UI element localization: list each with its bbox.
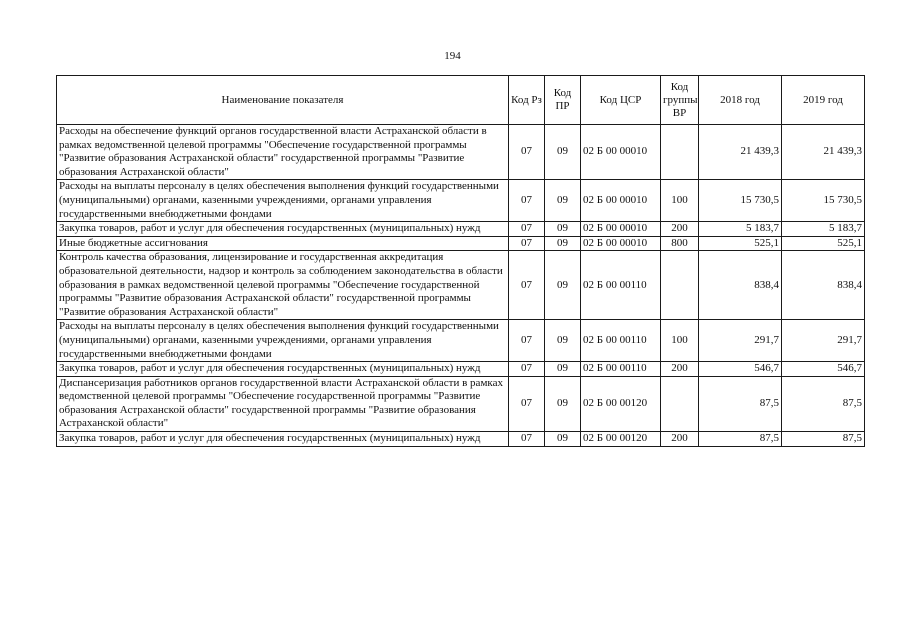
row-rz: 07 [509,320,545,362]
table-row [57,376,865,431]
row-2019: 21 439,3 [782,125,865,180]
table-row [57,125,865,180]
row-pr: 09 [545,236,581,251]
row-name: Закупка товаров, работ и услуг для обеспечения государственных (муниципальных) нужд [57,222,509,237]
row-csr: 02 Б 00 00010 [581,236,661,251]
row-pr: 09 [545,432,581,447]
table-row [57,236,865,251]
row-2018: 15 730,5 [699,180,782,222]
row-name: Контроль качества образования, лицензирование и государственная аккредитация образовательной деятельности, надзор и контроль за соблюдением законодательства в области образования в рамках ведомственной целевой программы "Обеспечение государственной программы "Развитие образования Астраханской области" государственной программы "Развитие образования Астраханской области" [57,251,509,320]
row-2019: 5 183,7 [782,222,865,237]
table-row [57,180,865,222]
row-name: Закупка товаров, работ и услуг для обеспечения государственных (муниципальных) нужд [57,432,509,447]
row-vr [661,251,699,320]
row-2019: 291,7 [782,320,865,362]
row-pr: 09 [545,362,581,377]
row-pr: 09 [545,376,581,431]
row-csr: 02 Б 00 00110 [581,320,661,362]
row-rz: 07 [509,251,545,320]
row-2019: 87,5 [782,432,865,447]
row-2018: 5 183,7 [699,222,782,237]
row-2019: 546,7 [782,362,865,377]
row-2018: 546,7 [699,362,782,377]
row-vr: 200 [661,432,699,447]
row-rz: 07 [509,362,545,377]
row-2018: 87,5 [699,376,782,431]
row-name: Закупка товаров, работ и услуг для обеспечения государственных (муниципальных) нужд [57,362,509,377]
row-2019: 525,1 [782,236,865,251]
row-vr: 100 [661,320,699,362]
row-vr: 200 [661,362,699,377]
row-csr: 02 Б 00 00010 [581,180,661,222]
row-rz: 07 [509,236,545,251]
row-csr: 02 Б 00 00120 [581,432,661,447]
row-vr [661,125,699,180]
row-csr: 02 Б 00 00010 [581,222,661,237]
row-rz: 07 [509,180,545,222]
row-2019: 87,5 [782,376,865,431]
row-2018: 21 439,3 [699,125,782,180]
row-name: Расходы на выплаты персоналу в целях обеспечения выполнения функций государственными (муниципальными) органами, казенными учреждениями, органами управления государственными внебюджетными фондами [57,180,509,222]
header-csr: Код ЦСР [581,76,661,125]
row-pr: 09 [545,320,581,362]
table-row [57,362,865,377]
header-name: Наименование показателя [57,76,509,125]
header-vr: Код группы ВР [661,76,699,125]
header-rz: Код Рз [509,76,545,125]
row-pr: 09 [545,125,581,180]
table-row [57,222,865,237]
row-2018: 87,5 [699,432,782,447]
row-rz: 07 [509,222,545,237]
row-name: Расходы на обеспечение функций органов государственной власти Астраханской области в рамках ведомственной целевой программы "Обеспечение государственной программы "Развитие образования Астраханской области" государственной программы "Развитие образования Астраханской области" [57,125,509,180]
row-2019: 838,4 [782,251,865,320]
row-vr: 200 [661,222,699,237]
row-2018: 838,4 [699,251,782,320]
row-2018: 525,1 [699,236,782,251]
row-rz: 07 [509,432,545,447]
row-2018: 291,7 [699,320,782,362]
row-rz: 07 [509,376,545,431]
row-rz: 07 [509,125,545,180]
row-pr: 09 [545,251,581,320]
header-2019: 2019 год [782,76,865,125]
row-csr: 02 Б 00 00010 [581,125,661,180]
budget-table [56,75,865,447]
row-vr: 100 [661,180,699,222]
row-pr: 09 [545,180,581,222]
row-pr: 09 [545,222,581,237]
row-name: Расходы на выплаты персоналу в целях обеспечения выполнения функций государственными (муниципальными) органами, казенными учреждениями, органами управления государственными внебюджетными фондами [57,320,509,362]
table-header-row [57,76,865,125]
row-csr: 02 Б 00 00110 [581,362,661,377]
row-vr [661,376,699,431]
row-2019: 15 730,5 [782,180,865,222]
header-pr: Код ПР [545,76,581,125]
row-vr: 800 [661,236,699,251]
row-name: Иные бюджетные ассигнования [57,236,509,251]
row-csr: 02 Б 00 00110 [581,251,661,320]
header-2018: 2018 год [699,76,782,125]
row-csr: 02 Б 00 00120 [581,376,661,431]
table-row [57,432,865,447]
row-name: Диспансеризация работников органов государственной власти Астраханской области в рамках ведомственной целевой программы "Обеспечение государственной программы "Развитие образования Астраханской области" государственной программы "Развитие образования Астраханской области" [57,376,509,431]
page-number: 194 [444,50,461,62]
table-row [57,320,865,362]
table-row [57,251,865,320]
